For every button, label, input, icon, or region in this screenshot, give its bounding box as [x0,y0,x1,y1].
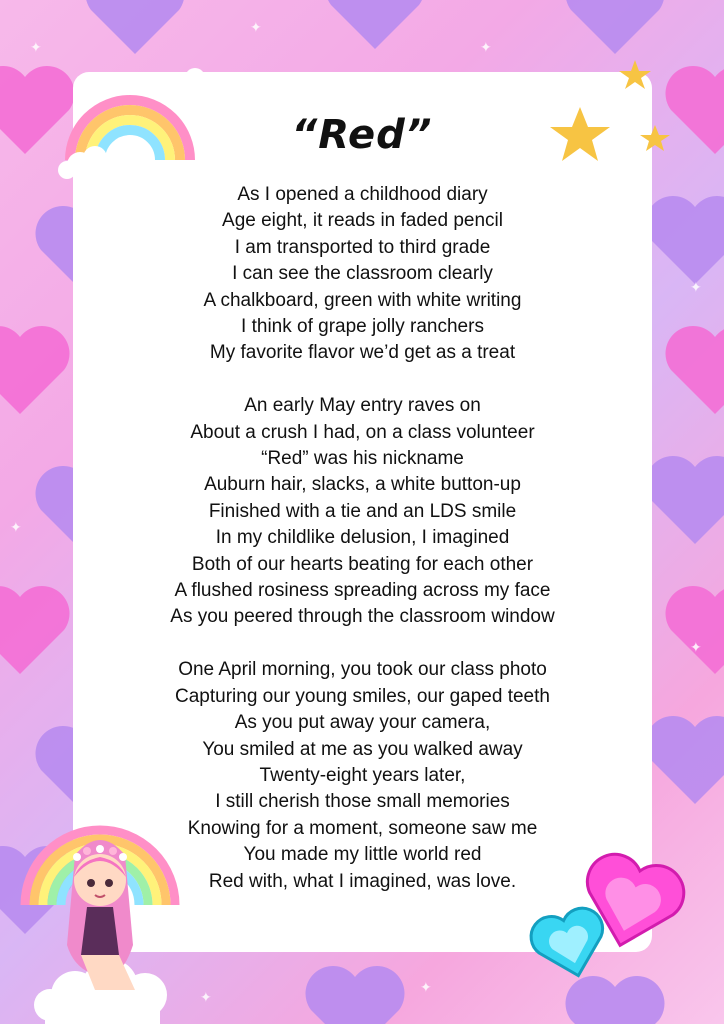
stanza-1 [73,182,652,367]
poem-line: I think of grape jolly ranchers [241,316,484,338]
poem-line: My favorite flavor we’d get as a treat [209,342,516,364]
poem-line: Both of our hearts beating for each other [191,553,534,575]
sparkle-icon: ✦ [690,640,702,656]
poem-line: In my childlike delusion, I imagined [215,527,510,549]
poem-line: I am transported to third grade [234,236,491,258]
heart-icon [528,842,698,982]
heart-icon [300,960,410,1024]
stanza-2 [73,393,652,631]
heart-icon [0,320,75,420]
poem-line: Finished with a tie and an LDS smile [208,500,517,522]
poem-line: As I opened a childhood diary [237,184,488,205]
sparkle-icon: ✦ [690,280,702,296]
poem-line: I can see the classroom clearly [232,263,493,285]
sparkle-icon: ✦ [30,40,42,56]
rainbow-icon [55,40,205,180]
heart-icon [660,320,724,420]
poem-line: An early May entry raves on [244,395,481,417]
poem-line: A chalkboard, green with white writing [203,289,522,311]
sparkle-icon: ✦ [10,520,22,536]
poem-line: You made my little world red [243,844,482,866]
poem-line: I still cherish those small memories [215,791,510,813]
poem-line: You smiled at me as you walked away [202,738,523,760]
poem-line: Auburn hair, slacks, a white button-up [204,474,521,496]
heart-icon [640,190,724,290]
poem-line: Capturing our young smiles, our gaped teeth [175,685,550,707]
poem-line: Age eight, it reads in faded pencil [222,210,503,232]
heart-icon [660,580,724,680]
sparkle-icon: ✦ [420,980,432,996]
poem-line: “Red” was his nickname [261,448,464,470]
cloud-icon [164,68,205,99]
heart-icon [560,0,670,60]
poem-line: As you peered through the classroom window [170,606,555,628]
sparkle-icon: ✦ [480,40,492,56]
poem-line: Knowing for a moment, someone saw me [187,817,538,839]
heart-icon [320,0,430,55]
poem-line: Red with, what I imagined, was love. [208,870,517,892]
poem-line: A flushed rosiness spreading across my face [174,580,551,602]
heart-icon [640,450,724,550]
poem-title: “Red” [291,112,433,158]
sparkle-icon: ✦ [200,990,212,1006]
poem-line: One April morning, you took our class photo [178,659,547,681]
sparkle-icon: ✦ [250,20,262,36]
poem-line: About a crush I had, on a class volunteer [190,421,535,443]
girl-illustration [15,795,185,1024]
heart-icon [0,580,75,680]
heart-icon [640,710,724,810]
poem-line: Twenty-eight years later, [259,764,466,786]
poem-line: As you put away your camera, [234,712,491,734]
